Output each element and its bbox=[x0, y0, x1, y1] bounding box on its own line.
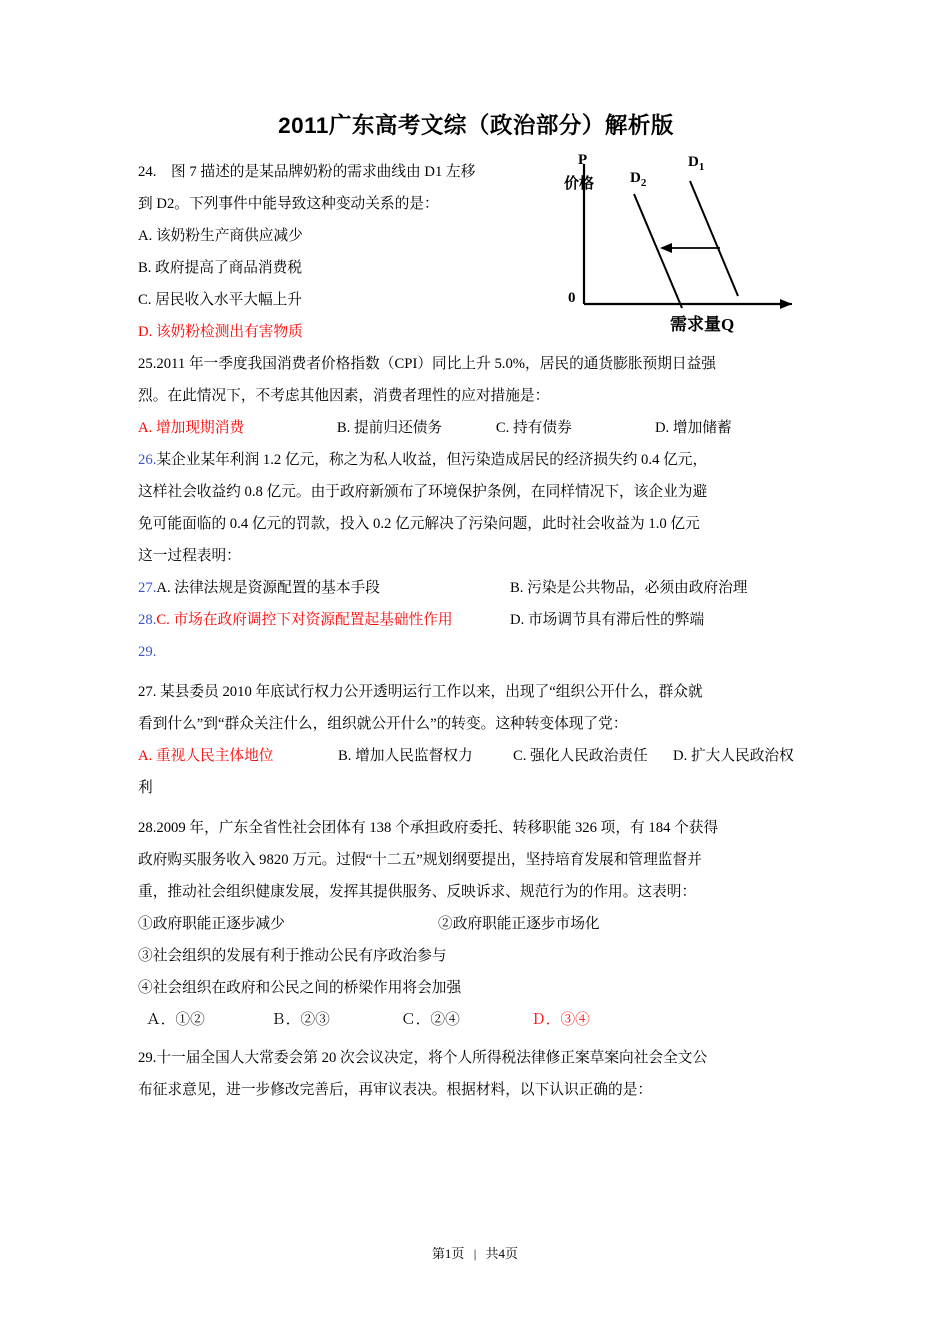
figure-label-xaxis: 需求量Q bbox=[670, 315, 735, 334]
question-27-option-tail: 利 bbox=[138, 780, 153, 796]
question-29 bbox=[138, 1042, 814, 1106]
question-27-option-b: B. 增加人民监督权力 bbox=[338, 748, 473, 764]
footer-separator: | bbox=[473, 1246, 477, 1261]
question-24-option-b: B. 政府提高了商品消费税 bbox=[138, 260, 303, 276]
question-26-stem-line2: 这样社会收益约 0.8 亿元。由于政府新颁布了环境保护条例，在同样情况下，该企业为避 bbox=[138, 484, 708, 500]
question-24-text bbox=[138, 156, 528, 348]
question-28 bbox=[138, 812, 814, 1036]
demand-curve-figure bbox=[542, 152, 832, 346]
page-title: 2011广东高考文综（政治部分）解析版 bbox=[278, 113, 674, 138]
question-26-stem-line4: 这一过程表明： bbox=[138, 548, 241, 564]
footer-current-page: 第1页 bbox=[431, 1246, 465, 1261]
question-25-stem-line1: 25.2011 年一季度我国消费者价格指数（CPI）同比上升 5.0%，居民的通货膨胀预期日益强 bbox=[138, 356, 716, 372]
question-25-options bbox=[138, 412, 814, 444]
question-26-stem-line3: 免可能面临的 0.4 亿元的罚款，投入 0.2 亿元解决了污染问题，此时社会收益为 1.0 亿元 bbox=[138, 516, 700, 532]
question-27-option-c: C. 强化人民政治责任 bbox=[513, 748, 648, 764]
question-24-stem-line2: 到 D2。下列事件中能导致这种变动关系的是： bbox=[138, 196, 439, 212]
document-body bbox=[138, 108, 814, 1106]
question-26-row3-marker: 29. bbox=[138, 644, 157, 660]
footer-total-pages: 共4页 bbox=[485, 1246, 519, 1261]
question-26-option-b: B. 污染是公共物品，必须由政府治理 bbox=[510, 580, 748, 596]
question-25 bbox=[138, 348, 814, 444]
question-27-stem-line1: 27. 某县委员 2010 年底试行权力公开透明运行工作以来，出现了“组织公开什么，群众就 bbox=[138, 684, 703, 700]
question-27-stem-line2: 看到什么”到“群众关注什么，组织就公开什么”的转变。这种转变体现了党： bbox=[138, 716, 628, 732]
question-26-stem-line1 bbox=[138, 444, 814, 476]
question-26-option-d: D. 市场调节具有滞后性的弊端 bbox=[510, 612, 705, 628]
figure-label-origin: 0 bbox=[568, 290, 576, 306]
question-26-options-row1 bbox=[138, 572, 814, 604]
question-28-statement-2: ②政府职能正逐步市场化 bbox=[438, 916, 600, 932]
figure-label-d1: $D_1$ bbox=[688, 154, 705, 173]
question-24-option-d: D. 该奶粉检测出有害物质 bbox=[138, 324, 303, 340]
question-28-option-c: Ｃ．②④ bbox=[401, 1012, 460, 1028]
question-28-option-b: Ｂ．②③ bbox=[271, 1012, 330, 1028]
question-28-options bbox=[138, 1004, 814, 1036]
question-26-option-a: A. 法律法规是资源配置的基本手段 bbox=[156, 580, 380, 596]
question-26-row2-left bbox=[138, 604, 510, 636]
question-24-number: 24. bbox=[138, 164, 157, 180]
question-27 bbox=[138, 676, 814, 804]
question-29-stem-line1: 29.十一届全国人大常委会第 20 次会议决定，将个人所得税法律修正案草案向社会全文公 bbox=[138, 1050, 708, 1066]
question-28-stem-line2: 政府购买服务收入 9820 万元。过假“十二五”规划纲要提出，坚持培育发展和管理监督并 bbox=[138, 852, 702, 868]
question-24-stem-a: 图 7 描述的是某品牌奶粉的需求曲线由 D1 左移 bbox=[171, 164, 476, 180]
question-27-option-a: A. 重视人民主体地位 bbox=[138, 748, 274, 764]
question-26-row2-marker: 28. bbox=[138, 612, 157, 628]
question-28-option-a: Ａ．①② bbox=[146, 1012, 205, 1028]
question-28-stem-line3: 重，推动社会组织健康发展，发挥其提供服务、反映诉求、规范行为的作用。这表明： bbox=[138, 884, 697, 900]
question-27-option-d: D. 扩大人民政治权 bbox=[673, 748, 794, 764]
question-28-statement-1: ①政府职能正逐步减少 bbox=[138, 916, 285, 932]
question-28-statement-row1 bbox=[138, 908, 814, 940]
page-footer bbox=[0, 1243, 950, 1262]
question-28-statement-4: ④社会组织在政府和公民之间的桥梁作用将会加强 bbox=[138, 980, 462, 996]
question-28-option-d: Ｄ．③④ bbox=[531, 1012, 590, 1028]
question-25-option-b: B. 提前归还债务 bbox=[336, 420, 443, 436]
question-29-stem-line2: 布征求意见，进一步修改完善后，再审议表决。根据材料，以下认识正确的是： bbox=[138, 1082, 653, 1098]
question-25-option-c: C. 持有债券 bbox=[495, 420, 572, 436]
question-25-stem-line2: 烈。在此情况下，不考虑其他因素，消费者理性的应对措施是： bbox=[138, 388, 550, 404]
question-26-option-c: C. 市场在政府调控下对资源配置起基础性作用 bbox=[156, 612, 453, 628]
question-26-number: 26. bbox=[138, 452, 157, 468]
question-25-option-d: D. 增加储蓄 bbox=[654, 420, 732, 436]
question-26-row1-marker: 27. bbox=[138, 580, 157, 596]
figure-label-p: P bbox=[578, 152, 588, 168]
question-26 bbox=[138, 444, 814, 668]
figure-label-price-1: 价格 bbox=[564, 176, 595, 192]
question-24-option-a: A. 该奶粉生产商供应减少 bbox=[138, 228, 303, 244]
question-28-stem-line1: 28.2009 年，广东全省性社会团体有 138 个承担政府委托、转移职能 326 项，有 184 个获得 bbox=[138, 820, 719, 836]
question-24-option-c: C. 居民收入水平大幅上升 bbox=[138, 292, 303, 308]
question-26-options-row2 bbox=[138, 604, 814, 636]
question-27-options bbox=[138, 740, 814, 772]
question-24-stem-line1 bbox=[138, 156, 528, 188]
question-25-option-a: A. 增加现期消费 bbox=[138, 420, 245, 436]
question-24 bbox=[138, 152, 814, 348]
question-26-stem-a: 某企业某年利润 1.2 亿元，称之为私人收益，但污染造成居民的经济损失约 0.4 亿元， bbox=[156, 452, 708, 468]
question-28-statement-3: ③社会组织的发展有利于推动公民有序政治参与 bbox=[138, 948, 447, 964]
question-26-row1-left bbox=[138, 572, 510, 604]
figure-label-d2: $D_2$ bbox=[630, 170, 647, 189]
